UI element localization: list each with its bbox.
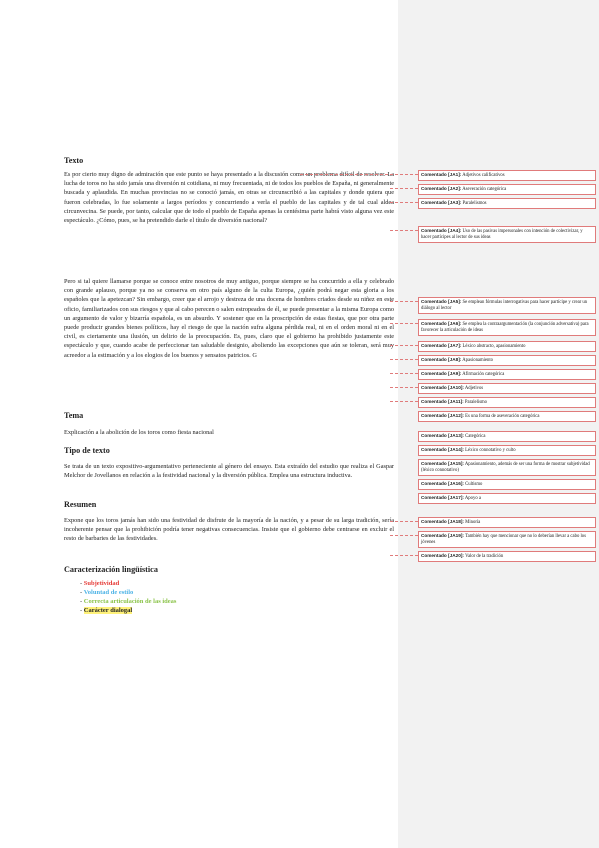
carac-label: Subjetividad (83, 580, 120, 587)
comment-text: Paralelismo (464, 400, 488, 405)
comment-text: Cultismo (465, 482, 483, 487)
comment-leader-line (390, 373, 418, 374)
comment-leader-line (390, 323, 418, 324)
comment-leader-line (390, 555, 418, 556)
comment-ja5[interactable] (418, 297, 596, 314)
comment-leader-line (300, 174, 418, 175)
comment-ja10[interactable] (418, 383, 596, 394)
comment-ja3[interactable] (418, 198, 596, 209)
comment-leader-line (390, 387, 418, 388)
carac-item-1 (80, 588, 176, 597)
comment-tag: Comentado [JA3]: (421, 200, 462, 205)
comment-text: Es una forma de aseveración categórica (465, 414, 540, 419)
comment-ja6[interactable] (418, 319, 596, 336)
comment-tag: Comentado [JA20]: (421, 553, 464, 558)
comment-text: Se emplea la contraargumentación (la conjunción adversativa) para favorecer la articulación de ideas (421, 322, 589, 334)
carac-item-0 (80, 579, 176, 588)
comment-ja14[interactable] (418, 445, 596, 456)
comments-pane (398, 0, 599, 848)
comment-text: Afirmación categórica (462, 372, 505, 377)
heading-resumen: Resumen (64, 500, 97, 509)
comment-text: Minoría (465, 520, 481, 525)
comment-tag: Comentado [JA15]: (421, 461, 464, 466)
comment-tag: Comentado [JA7]: (421, 343, 462, 348)
comment-text: Se emplean fórmulas interrogativas para hacer partícipe y crear un diálogo al lector (421, 300, 588, 312)
comment-text: Léxico connotativo y culto (465, 448, 516, 453)
comment-leader-line (390, 188, 418, 189)
comment-leader-line (390, 535, 418, 536)
comment-tag: Comentado [JA19]: (421, 533, 464, 538)
comment-text: Léxico abstracto, apasionamiento (462, 344, 526, 349)
comment-tag: Comentado [JA10]: (421, 385, 464, 390)
comment-ja20[interactable] (418, 551, 596, 562)
comment-ja16[interactable] (418, 479, 596, 490)
comment-ja13[interactable] (418, 431, 596, 442)
paragraph-texto-1[interactable]: Es por cierto muy digno de admiración que este punto se haya presentado a la discusión como un problema difícil de resolver. La lucha de toros no ha sido jamás una diversión ni cotidiana, ni muy frecuentada, ni de todos los pueblos de España, ni generalmente buscada y aplaudida. En muchas provincias no se conoció jamás, en otras se circunscribió a las capitales y donde quiera que fueron celebradas, lo fue solamente a largos períodos y concurriendo a verla el pueblo de las capitales y de tal cual aldea circunvecina. Se puede, por tanto, calcular que de todo el pueblo de España apenas la centésima parte habrá visto alguna vez este espectáculo. ¿Cómo, pues, se ha pretendido darle el título de diversión nacional? (64, 171, 394, 225)
comment-tag: Comentado [JA14]: (421, 447, 464, 452)
comment-ja9[interactable] (418, 369, 596, 380)
comment-tag: Comentado [JA11]: (421, 399, 464, 404)
caracterizacion-list (80, 579, 176, 615)
comment-tag: Comentado [JA16]: (421, 481, 464, 486)
paragraph-texto-2[interactable]: Pero si tal quiere llamarse porque se conoce entre nosotros de muy antiguo, porque siempre se ha concurrido a ella y celebrado con grande aplauso, porque ya no se conserva en otro país alguno de la culta Europa, ¿quién podrá negar esta gloria a los españoles que la apetezcan? Sin embargo, creer que el arrojo y destreza de una docena de hombres criados desde su niñez en este oficio, familiarizados con sus riesgos y que al cabo perecen o salen estropeados de él, se puede presentar a la misma Europa como un argumento de valor y bizarría española, es un absurdo. Y sostener que en la proscripción de estas fiestas, que por otra parte puede producir grandes bienes políticos, hay el riesgo de que la nación sufra alguna pérdida real, ni en el orden moral ni en el civil, es ciertamente una ilusión, un delirio de la preocupación. Es, pues, claro que el gobierno ha prohibido justamente este espectáculo y que, cuando acabe de perfeccionar tan saludable designio, aboliendo las excepciones que aún se toleran, será muy acreedor a la estimación y a los elogios de los buenos y sensatos patricios. G (64, 278, 394, 359)
comment-tag: Comentado [JA1]: (421, 172, 462, 177)
paragraph-tipo[interactable]: Se trata de un texto expositivo-argumentativo perteneciente al género del ensayo. Esta extraído del estudio que realiza el Gaspar Melchor de Jovellanos en relación a la festividad nacional y la diversión pública. Emplea una estructura inductiva. (64, 463, 394, 480)
comment-tag: Comentado [JA13]: (421, 433, 464, 438)
carac-label: Correcta articulación de las ideas (83, 598, 177, 605)
comment-tag: Comentado [JA12]: (421, 413, 464, 418)
comment-tag: Comentado [JA17]: (421, 495, 464, 500)
comment-leader-line (390, 359, 418, 360)
comment-ja4[interactable] (418, 226, 596, 243)
comment-tag: Comentado [JA18]: (421, 519, 464, 524)
comment-text: Apasionamiento, además de ser una forma de mostrar subjetividad (léxico connotativo) (421, 462, 590, 474)
comment-leader-line (390, 230, 418, 231)
comment-text: Adjetivos calificativos (462, 173, 505, 178)
comment-ja1[interactable] (418, 170, 596, 181)
comment-ja2[interactable] (418, 184, 596, 195)
comment-tag: Comentado [JA9]: (421, 371, 462, 376)
comment-text: Categórica (465, 434, 486, 439)
comment-text: Apoyo a (464, 496, 481, 501)
comment-ja18[interactable] (418, 517, 596, 528)
carac-item-3 (80, 606, 176, 615)
carac-label: Carácter dialogal (83, 607, 133, 614)
comment-text: Apasionamiento (462, 358, 494, 363)
comment-ja17[interactable] (418, 493, 596, 504)
comment-tag: Comentado [JA6]: (421, 321, 462, 326)
comment-ja19[interactable] (418, 531, 596, 548)
comment-text: Adjetivos (464, 386, 484, 391)
comment-tag: Comentado [JA8]: (421, 357, 462, 362)
comment-tag: Comentado [JA4]: (421, 228, 462, 233)
comment-leader-line (390, 202, 418, 203)
comment-leader-line (390, 521, 418, 522)
heading-tema: Tema (64, 411, 84, 420)
comment-leader-line (390, 401, 418, 402)
comment-ja15[interactable] (418, 459, 596, 476)
comment-text: Valor de la tradición (465, 554, 504, 559)
heading-tipo: Tipo de texto (64, 446, 110, 455)
comment-leader-line (390, 301, 418, 302)
comment-ja12[interactable] (418, 411, 596, 422)
heading-texto: Texto (64, 156, 84, 165)
carac-item-2 (80, 597, 176, 606)
comment-text: Uso de las pasivas impersonales con intención de colectivizar, y hacer partícipes al lector de sus ideas (421, 229, 583, 241)
comment-text: Aseveración categórica (462, 187, 507, 192)
comment-ja11[interactable] (418, 397, 596, 408)
comment-ja7[interactable] (418, 341, 596, 352)
heading-caracterizacion: Caracterización lingüística (64, 565, 158, 574)
comment-tag: Comentado [JA5]: (421, 299, 462, 304)
comment-text: Paralelismos (462, 201, 487, 206)
comment-leader-line (390, 345, 418, 346)
paragraph-resumen[interactable]: Expone que los toros jamás han sido una festividad de disfrute de la mayoría de la nación, y a pesar de su larga tradición, sería incoherente pensar que la prohibición podría tener negativas consecuencias. Insiste que el gobierno debe centrarse en excluir el resto de barbaries de las festividades. (64, 517, 394, 543)
paragraph-tema[interactable]: Explicación a la abolición de los toros como fiesta nacional (64, 429, 214, 436)
comment-ja8[interactable] (418, 355, 596, 366)
comment-text: También hay que mencionar que no lo deberían llevar a cabo los jóvenes (421, 534, 586, 546)
carac-label: Voluntad de estilo (83, 589, 134, 596)
comment-tag: Comentado [JA2]: (421, 186, 462, 191)
